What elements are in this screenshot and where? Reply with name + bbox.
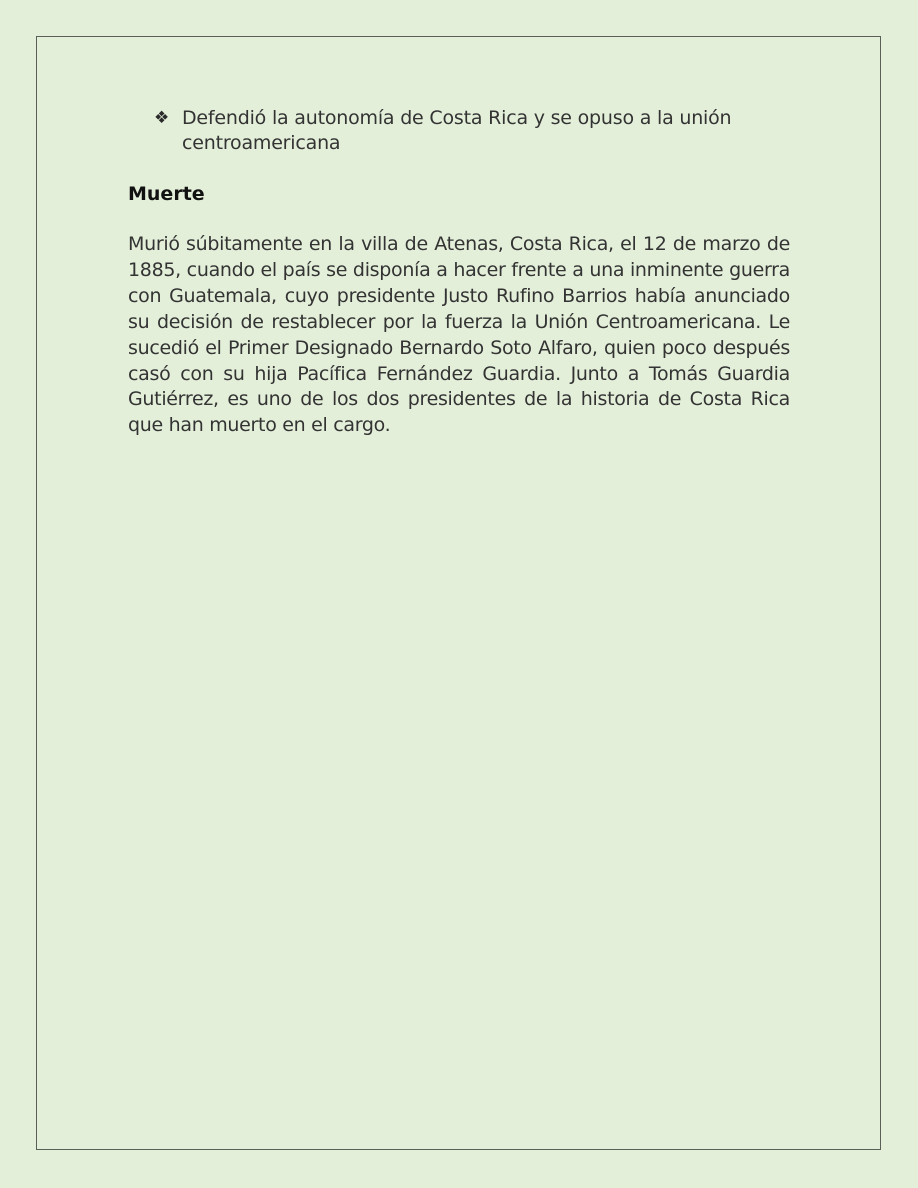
bullet-item	[154, 106, 790, 156]
four-diamond-bullet-icon: ❖	[154, 108, 170, 128]
body-paragraph: Murió súbitamente en la villa de Atenas, Costa Rica, el 12 de marzo de 1885, cuando el país se disponía a hacer frente a una inminente guerra con Guatemala, cuyo presidente Justo Rufino Barrios había anunciado su decisión de restablecer por la fuerza la Unión Centroamericana. Le sucedió el Primer Designado Bernardo Soto Alfaro, quien poco después casó con su hija Pacífica Fernández Guardia. Junto a Tomás Guardia Gutiérrez, es uno de los dos presidentes de la historia de Costa Rica que han muerto en el cargo.	[128, 233, 790, 437]
bullet-text: Defendió la autonomía de Costa Rica y se opuso a la unión centroamericana	[182, 107, 732, 154]
document-content	[128, 106, 790, 439]
section-heading: Muerte	[128, 183, 205, 205]
